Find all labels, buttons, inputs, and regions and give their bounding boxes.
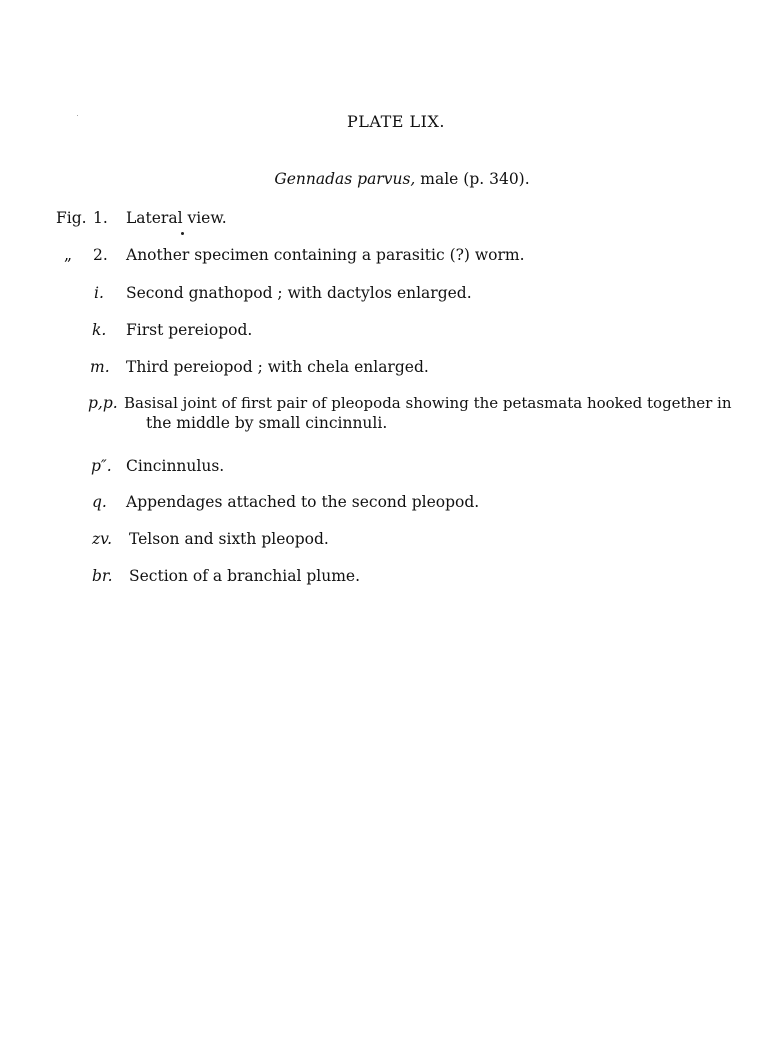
figure-description: Section of a branchial plume. (129, 567, 361, 585)
figure-label: q. (92, 493, 107, 511)
caption-rest: male (p. 340). (415, 170, 530, 188)
figure-description: Basisal joint of first pair of pleopoda showing the petasmata hooked together in (124, 394, 732, 412)
figure-prefix: Fig. (56, 209, 87, 227)
plate-title (0, 112, 776, 131)
figure-label: k. (92, 321, 107, 339)
figure-description: Lateral view. (126, 209, 227, 227)
figure-description: Cincinnulus. (126, 457, 225, 475)
figure-description: Third pereiopod ; with chela enlarged. (126, 358, 429, 376)
figure-label: br. (92, 567, 113, 585)
figure-description: First pereiopod. (126, 321, 253, 339)
figure-label: p,p. (88, 394, 118, 412)
plate-caption (0, 170, 776, 188)
figure-label: m. (90, 358, 110, 376)
figure-description-continuation: the middle by small cincinnuli. (146, 414, 388, 432)
figure-label: p″. (91, 457, 112, 475)
ink-speck (77, 115, 78, 116)
figure-description: Second gnathopod ; with dactylos enlarged. (126, 284, 472, 302)
figure-prefix: „ (64, 246, 73, 264)
figure-description: Appendages attached to the second pleopod. (126, 493, 480, 511)
species-name: Gennadas parvus, (274, 170, 416, 188)
figure-label: i. (94, 284, 104, 302)
figure-label: zv. (92, 530, 113, 548)
figure-label: 1. (93, 209, 108, 227)
figure-label: 2. (93, 246, 108, 264)
figure-description: Telson and sixth pleopod. (129, 530, 329, 548)
figure-description: Another specimen containing a parasitic (?) worm. (126, 246, 525, 264)
ink-speck (181, 232, 184, 235)
plate-title-text: PLATE LIX. (347, 112, 445, 131)
